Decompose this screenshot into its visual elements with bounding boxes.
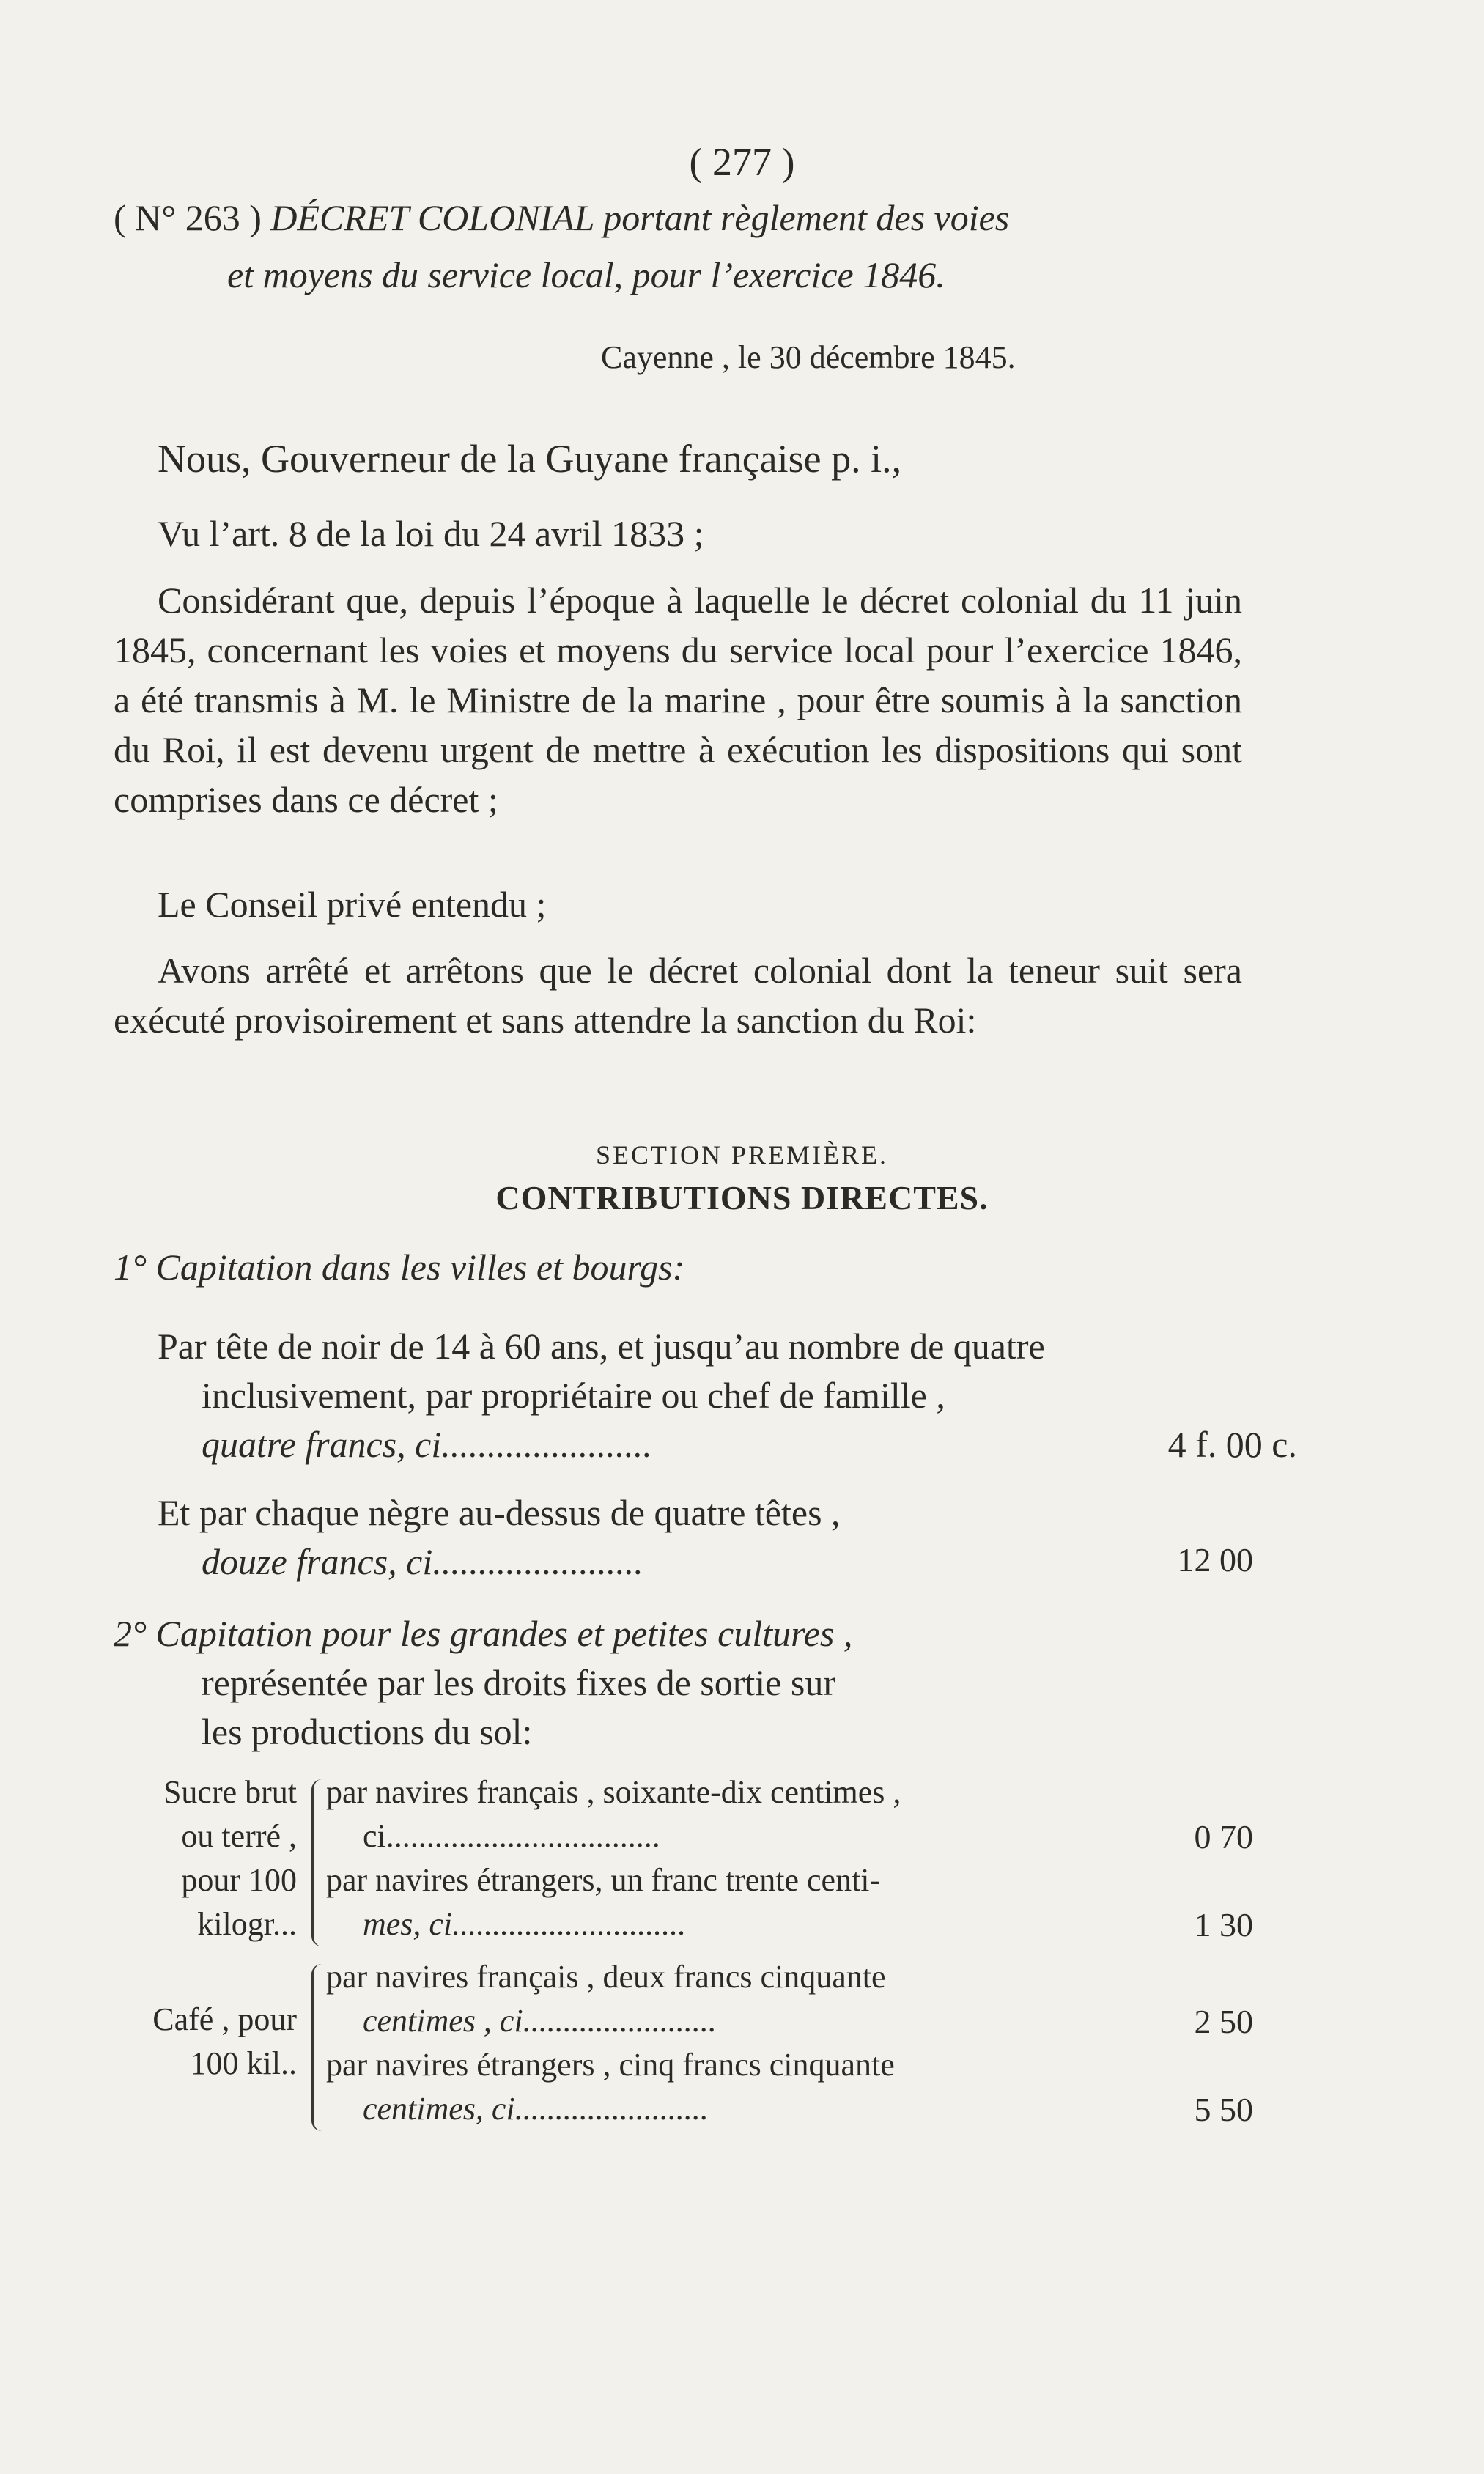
item1-line2: inclusivement, par propriétaire ou chef de famille ,	[202, 1375, 945, 1416]
page-number: ( 277 )	[689, 140, 795, 184]
decree-title-line2: et moyens du service local, pour l’exercice 1846.	[227, 254, 945, 295]
section-heading: SECTION PREMIÈRE.	[595, 1140, 888, 1170]
item1-title: 1° Capitation dans les villes et bourgs:	[114, 1247, 685, 1288]
coffee-label-1: Café , pour	[152, 2001, 297, 2037]
sugar-row2-amount: 1 30	[1194, 1906, 1253, 1943]
sugar-row2-line1: par navires étrangers, un franc trente centi-	[326, 1862, 881, 1898]
sugar-row2-line2: mes, ci.............................	[363, 1906, 687, 1942]
preamble-p1: Nous, Gouverneur de la Guyane française p. i.,	[158, 437, 902, 481]
preamble-p2: Vu l’art. 8 de la loi du 24 avril 1833 ;	[158, 513, 704, 554]
item1-line5: douze francs, ci.......................	[202, 1541, 643, 1582]
item2-title3: les productions du sol:	[202, 1711, 533, 1752]
sugar-row1-line1: par navires français , soixante-dix centimes ,	[326, 1774, 901, 1810]
item1-line5-amount: 12 00	[1177, 1541, 1253, 1578]
coffee-row1-line1: par navires français , deux francs cinquante	[326, 1959, 886, 1995]
sugar-label-3: pour 100	[181, 1862, 297, 1898]
decree-title-line1: DÉCRET COLONIAL portant règlement des voies	[270, 197, 1010, 238]
date-line: Cayenne , le 30 décembre 1845.	[601, 339, 1016, 375]
preamble-p4: Le Conseil privé entendu ;	[158, 884, 547, 925]
item1-line3: quatre francs, ci.......................	[202, 1424, 652, 1465]
decree-header-line1	[114, 196, 1009, 239]
coffee-brace	[311, 1964, 324, 2131]
sugar-brace	[311, 1779, 324, 1946]
item1-line4: Et par chaque nègre au-dessus de quatre têtes ,	[158, 1492, 841, 1533]
preamble-p5: Avons arrêté et arrêtons que le décret colonial dont la teneur suit sera exécuté provisoirement et sans attendre la sanction du Roi:	[114, 950, 1242, 1041]
item2-title1: 2° Capitation pour les grandes et petites cultures ,	[114, 1613, 853, 1654]
item1-line1: Par tête de noir de 14 à 60 ans, et jusqu’au nombre de quatre	[158, 1326, 1045, 1367]
sugar-row1-line2: ci..................................	[363, 1818, 660, 1854]
preamble-p3: Considérant que, depuis l’époque à laquelle le décret colonial du 11 juin 1845, concernant les voies et moyens du service local pour l’exercice 1846, a été transmis à M. le Ministre de la marine , pour être soumis à la sanction du Roi, il est devenu urgent de mettre à exécution les dispositions qui sont comprises dans ce décret ;	[114, 580, 1242, 820]
coffee-row1-line2: centimes , ci........................	[363, 2003, 717, 2039]
sugar-row1-amount: 0 70	[1194, 1818, 1253, 1856]
coffee-row1-amount: 2 50	[1194, 2003, 1253, 2040]
coffee-row2-line1: par navires étrangers , cinq francs cinquante	[326, 2047, 895, 2083]
coffee-row2-line2: centimes, ci........................	[363, 2091, 709, 2127]
coffee-label-2: 100 kil..	[190, 2045, 297, 2081]
sugar-label-1: Sucre brut	[163, 1774, 297, 1810]
decree-number: ( N° 263 )	[114, 197, 262, 238]
sugar-label-4: kilogr...	[197, 1906, 297, 1942]
item2-title2: représentée par les droits fixes de sortie sur	[202, 1662, 835, 1703]
sugar-label-2: ou terré ,	[181, 1818, 297, 1854]
item1-line3-amount: 4 f. 00 c.	[1167, 1424, 1297, 1465]
coffee-row2-amount: 5 50	[1194, 2091, 1253, 2128]
section-subheading: CONTRIBUTIONS DIRECTES.	[495, 1179, 989, 1216]
